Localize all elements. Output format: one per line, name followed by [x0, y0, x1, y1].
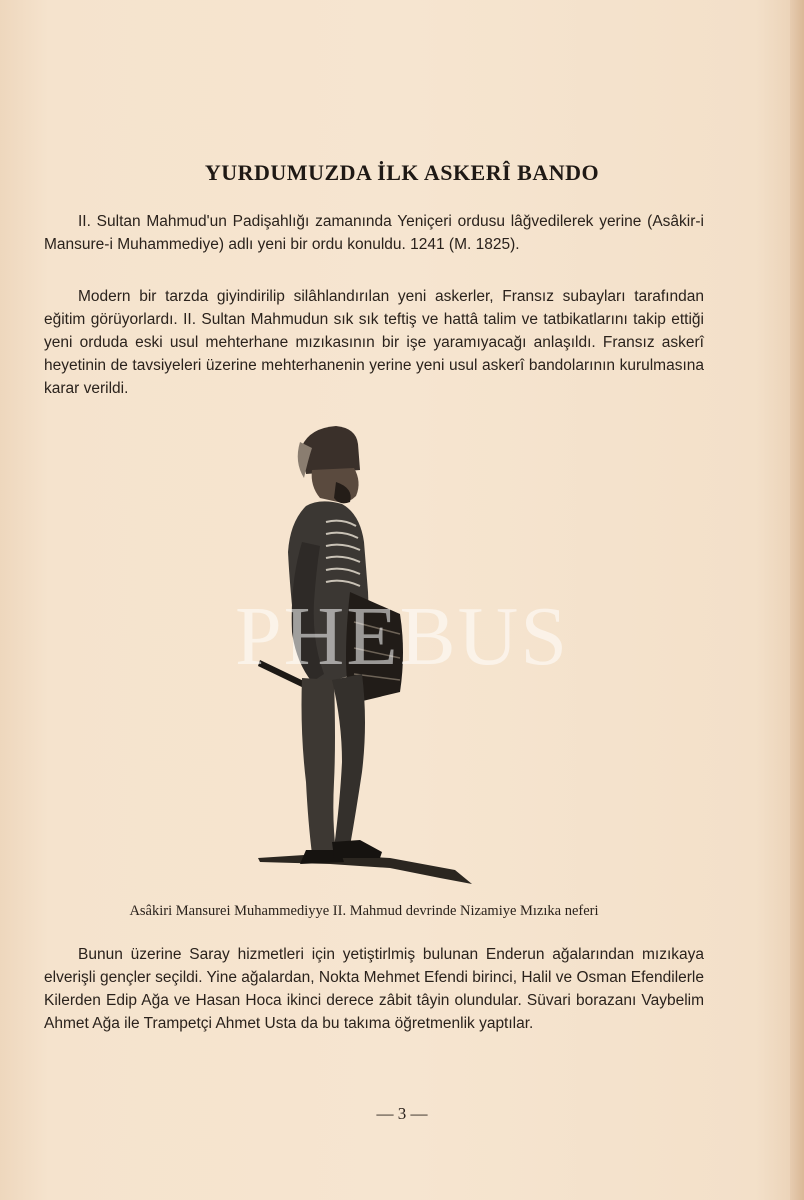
paragraph-1-text: II. Sultan Mahmud'un Padişahlığı zamanında Yeniçeri ordusu lâğvedilerek yerine (Asâkir-i Mansure-i Muhammediye) adlı yeni bir ordu konuldu. 1241 (M. 1825).: [44, 213, 704, 253]
paragraph-3: [44, 943, 704, 1035]
left-leg: [302, 678, 337, 854]
right-leg: [332, 674, 365, 848]
paragraph-3-text: Bunun üzerine Saray hizmetleri için yetiştirlmiş bulunan Enderun ağalarından mızıkaya elverişli gençler seçildi. Yine ağalardan, Nokta Mehmet Efendi birinci, Halil ve Osman Efendilerle Kilerden Edip Ağa ve Hasan Hoca ikinci derece zâbit tâyin olundular. Süvari borazanı Vaybelim Ahmet Ağa ile Trampetçi Ahmet Usta da bu takıma öğretmenlik yaptılar.: [44, 946, 704, 1032]
paragraph-2: [44, 285, 704, 400]
paragraph-1: [44, 210, 704, 256]
figure-caption: Asâkiri Mansurei Muhammediyye II. Mahmud devrinde Nizamiye Mızıka neferi: [129, 903, 599, 919]
page-number: — 3 —: [376, 1104, 428, 1123]
soldier-illustration: [250, 422, 480, 892]
watermark: PHEBUS: [234, 590, 570, 683]
page-title: YURDUMUZDA İLK ASKERÎ BANDO: [204, 160, 600, 185]
ground-shadow: [258, 854, 472, 884]
right-boot: [332, 840, 382, 858]
paragraph-2-text: Modern bir tarzda giyindirilip silâhlandırılan yeni askerler, Fransız subayları tarafından eğitim görüyorlardı. II. Sultan Mahmudun sık sık teftiş ve hattâ talim ve tatbikatlarını takip ettiği yeni orduda eski usul mehterhane mızıkasının bir işe yaramıyacağı anlaşıldı. Fransız askerî heyetinin de tavsiyeleri üzerine mehterhanenin yerine yeni usul askerî bandolarının kurulmasına karar verildi.: [44, 288, 704, 397]
soldier-drawing: [250, 422, 480, 892]
